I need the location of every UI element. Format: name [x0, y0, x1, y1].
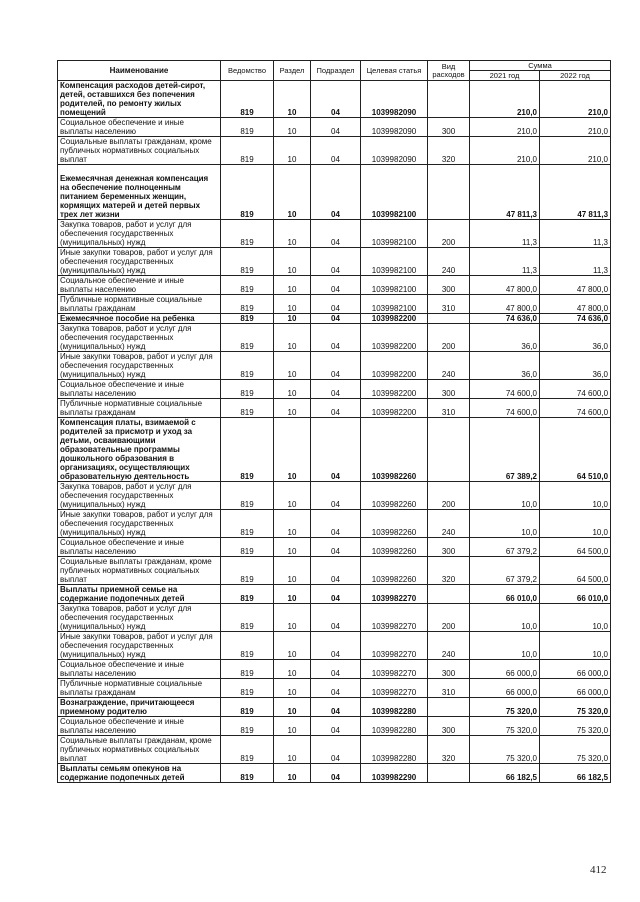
cell-vedomstvo: 819	[221, 324, 274, 352]
table-row	[58, 736, 611, 764]
cell-target-article: 1039982200	[361, 352, 428, 380]
cell-sum-2021: 210,0	[470, 137, 540, 165]
cell-razdel: 10	[274, 276, 311, 295]
cell-vedomstvo: 819	[221, 660, 274, 679]
cell-podrazdel: 04	[311, 295, 361, 314]
cell-podrazdel: 04	[311, 418, 361, 482]
header-target-article: Целевая статья	[361, 61, 428, 81]
table-row	[58, 764, 611, 783]
cell-sum-2022: 64 510,0	[540, 418, 611, 482]
cell-sum-2021: 66 000,0	[470, 679, 540, 698]
cell-sum-2021: 10,0	[470, 510, 540, 538]
cell-podrazdel: 04	[311, 380, 361, 399]
cell-razdel: 10	[274, 764, 311, 783]
cell-podrazdel: 04	[311, 276, 361, 295]
cell-vedomstvo: 819	[221, 604, 274, 632]
cell-razdel: 10	[274, 324, 311, 352]
cell-vedomstvo: 819	[221, 248, 274, 276]
cell-expense-type: 240	[428, 248, 470, 276]
table-row	[58, 118, 611, 137]
cell-sum-2022: 11,3	[540, 220, 611, 248]
cell-name: Иные закупки товаров, работ и услуг для обеспечения государственных (муниципальных) нужд	[58, 632, 221, 660]
header-podrazdel: Подраздел	[311, 61, 361, 81]
cell-vedomstvo: 819	[221, 764, 274, 783]
table-row	[58, 352, 611, 380]
cell-vedomstvo: 819	[221, 352, 274, 380]
table-row	[58, 295, 611, 314]
cell-razdel: 10	[274, 585, 311, 604]
cell-podrazdel: 04	[311, 165, 361, 220]
cell-name: Социальные выплаты гражданам, кроме публичных нормативных социальных выплат	[58, 736, 221, 764]
cell-vedomstvo: 819	[221, 538, 274, 557]
cell-podrazdel: 04	[311, 538, 361, 557]
cell-sum-2022: 64 500,0	[540, 538, 611, 557]
cell-expense-type: 240	[428, 352, 470, 380]
cell-target-article: 1039982270	[361, 660, 428, 679]
cell-vedomstvo: 819	[221, 314, 274, 324]
cell-podrazdel: 04	[311, 698, 361, 717]
cell-name: Публичные нормативные социальные выплаты гражданам	[58, 679, 221, 698]
cell-sum-2021: 74 600,0	[470, 399, 540, 418]
cell-sum-2021: 75 320,0	[470, 698, 540, 717]
cell-podrazdel: 04	[311, 632, 361, 660]
cell-name: Публичные нормативные социальные выплаты гражданам	[58, 399, 221, 418]
cell-expense-type	[428, 81, 470, 118]
cell-expense-type: 200	[428, 482, 470, 510]
table-row	[58, 418, 611, 482]
cell-target-article: 1039982280	[361, 698, 428, 717]
cell-razdel: 10	[274, 679, 311, 698]
cell-sum-2021: 75 320,0	[470, 736, 540, 764]
table-row	[58, 276, 611, 295]
cell-razdel: 10	[274, 137, 311, 165]
cell-target-article: 1039982100	[361, 165, 428, 220]
table-row	[58, 510, 611, 538]
table-row	[58, 165, 611, 220]
cell-expense-type: 300	[428, 276, 470, 295]
cell-razdel: 10	[274, 510, 311, 538]
budget-table-page	[57, 60, 610, 783]
cell-sum-2021: 67 379,2	[470, 538, 540, 557]
cell-sum-2022: 47 811,3	[540, 165, 611, 220]
cell-razdel: 10	[274, 660, 311, 679]
cell-podrazdel: 04	[311, 736, 361, 764]
cell-razdel: 10	[274, 380, 311, 399]
cell-name: Социальное обеспечение и иные выплаты населению	[58, 380, 221, 399]
cell-sum-2021: 75 320,0	[470, 717, 540, 736]
cell-vedomstvo: 819	[221, 220, 274, 248]
header-razdel: Раздел	[274, 61, 311, 81]
cell-vedomstvo: 819	[221, 632, 274, 660]
cell-razdel: 10	[274, 248, 311, 276]
cell-target-article: 1039982100	[361, 220, 428, 248]
table-row	[58, 604, 611, 632]
cell-sum-2022: 74 636,0	[540, 314, 611, 324]
cell-podrazdel: 04	[311, 557, 361, 585]
cell-vedomstvo: 819	[221, 399, 274, 418]
cell-vedomstvo: 819	[221, 418, 274, 482]
cell-target-article: 1039982090	[361, 137, 428, 165]
cell-target-article: 1039982200	[361, 314, 428, 324]
cell-name: Социальное обеспечение и иные выплаты населению	[58, 276, 221, 295]
cell-expense-type	[428, 418, 470, 482]
cell-podrazdel: 04	[311, 220, 361, 248]
cell-target-article: 1039982200	[361, 399, 428, 418]
cell-razdel: 10	[274, 352, 311, 380]
cell-name: Публичные нормативные социальные выплаты гражданам	[58, 295, 221, 314]
cell-expense-type: 200	[428, 604, 470, 632]
cell-expense-type: 300	[428, 538, 470, 557]
cell-podrazdel: 04	[311, 679, 361, 698]
cell-expense-type	[428, 585, 470, 604]
page-number: 412	[590, 864, 607, 876]
cell-target-article: 1039982290	[361, 764, 428, 783]
table-header	[58, 61, 611, 81]
cell-podrazdel: 04	[311, 660, 361, 679]
cell-sum-2022: 74 600,0	[540, 380, 611, 399]
cell-sum-2022: 10,0	[540, 604, 611, 632]
cell-sum-2022: 36,0	[540, 352, 611, 380]
table-row	[58, 324, 611, 352]
header-year-2022: 2022 год	[540, 71, 611, 81]
cell-name: Компенсация расходов детей-сирот, детей, оставшихся без попечения родителей, по ремонту жилых помещений	[58, 81, 221, 118]
cell-sum-2021: 74 600,0	[470, 380, 540, 399]
cell-podrazdel: 04	[311, 324, 361, 352]
cell-sum-2022: 47 800,0	[540, 295, 611, 314]
cell-razdel: 10	[274, 698, 311, 717]
cell-name: Закупка товаров, работ и услуг для обеспечения государственных (муниципальных) нужд	[58, 324, 221, 352]
cell-name: Иные закупки товаров, работ и услуг для обеспечения государственных (муниципальных) нужд	[58, 352, 221, 380]
cell-vedomstvo: 819	[221, 276, 274, 295]
cell-name: Закупка товаров, работ и услуг для обеспечения государственных (муниципальных) нужд	[58, 220, 221, 248]
table-row	[58, 538, 611, 557]
cell-sum-2022: 75 320,0	[540, 736, 611, 764]
cell-name: Закупка товаров, работ и услуг для обеспечения государственных (муниципальных) нужд	[58, 482, 221, 510]
cell-sum-2021: 11,3	[470, 220, 540, 248]
cell-expense-type: 300	[428, 118, 470, 137]
cell-sum-2022: 74 600,0	[540, 399, 611, 418]
cell-name: Выплаты приемной семье на содержание подопечных детей	[58, 585, 221, 604]
cell-sum-2021: 66 182,5	[470, 764, 540, 783]
cell-razdel: 10	[274, 717, 311, 736]
cell-podrazdel: 04	[311, 510, 361, 538]
cell-sum-2021: 66 010,0	[470, 585, 540, 604]
cell-vedomstvo: 819	[221, 165, 274, 220]
cell-sum-2022: 66 010,0	[540, 585, 611, 604]
cell-name: Ежемесячная денежная компенсация на обеспечение полноценным питанием беременных женщин, кормящих матерей и детей первых трех лет жизни	[58, 165, 221, 220]
cell-razdel: 10	[274, 399, 311, 418]
cell-name: Иные закупки товаров, работ и услуг для обеспечения государственных (муниципальных) нужд	[58, 510, 221, 538]
cell-expense-type: 200	[428, 324, 470, 352]
table-body	[58, 81, 611, 783]
cell-target-article: 1039982270	[361, 585, 428, 604]
cell-podrazdel: 04	[311, 248, 361, 276]
cell-target-article: 1039982260	[361, 538, 428, 557]
cell-sum-2021: 210,0	[470, 118, 540, 137]
cell-target-article: 1039982260	[361, 482, 428, 510]
cell-sum-2021: 11,3	[470, 248, 540, 276]
cell-razdel: 10	[274, 314, 311, 324]
table-row	[58, 585, 611, 604]
cell-sum-2021: 47 800,0	[470, 276, 540, 295]
cell-podrazdel: 04	[311, 118, 361, 137]
cell-name: Социальное обеспечение и иные выплаты населению	[58, 717, 221, 736]
cell-sum-2021: 10,0	[470, 632, 540, 660]
cell-expense-type	[428, 764, 470, 783]
cell-sum-2022: 64 500,0	[540, 557, 611, 585]
table-row	[58, 632, 611, 660]
cell-name: Социальные выплаты гражданам, кроме публичных нормативных социальных выплат	[58, 557, 221, 585]
cell-expense-type	[428, 314, 470, 324]
cell-name: Выплаты семьям опекунов на содержание подопечных детей	[58, 764, 221, 783]
cell-sum-2022: 210,0	[540, 137, 611, 165]
cell-target-article: 1039982090	[361, 118, 428, 137]
cell-expense-type: 240	[428, 510, 470, 538]
cell-podrazdel: 04	[311, 399, 361, 418]
cell-expense-type: 310	[428, 295, 470, 314]
cell-target-article: 1039982270	[361, 632, 428, 660]
table-row	[58, 399, 611, 418]
cell-target-article: 1039982260	[361, 418, 428, 482]
cell-razdel: 10	[274, 295, 311, 314]
cell-sum-2022: 10,0	[540, 482, 611, 510]
cell-name: Социальное обеспечение и иные выплаты населению	[58, 660, 221, 679]
cell-sum-2022: 66 000,0	[540, 660, 611, 679]
cell-sum-2022: 75 320,0	[540, 698, 611, 717]
table-row	[58, 220, 611, 248]
cell-name: Ежемесячное пособие на ребенка	[58, 314, 221, 324]
cell-name: Вознаграждение, причитающееся приемному родителю	[58, 698, 221, 717]
cell-sum-2021: 66 000,0	[470, 660, 540, 679]
cell-sum-2021: 47 800,0	[470, 295, 540, 314]
cell-podrazdel: 04	[311, 482, 361, 510]
cell-sum-2022: 66 000,0	[540, 679, 611, 698]
cell-podrazdel: 04	[311, 717, 361, 736]
table-row	[58, 81, 611, 118]
cell-sum-2021: 67 379,2	[470, 557, 540, 585]
cell-expense-type: 200	[428, 220, 470, 248]
cell-sum-2021: 10,0	[470, 482, 540, 510]
cell-expense-type: 320	[428, 557, 470, 585]
cell-podrazdel: 04	[311, 352, 361, 380]
cell-razdel: 10	[274, 557, 311, 585]
table-row	[58, 557, 611, 585]
header-year-2021: 2021 год	[470, 71, 540, 81]
cell-podrazdel: 04	[311, 81, 361, 118]
cell-razdel: 10	[274, 632, 311, 660]
cell-expense-type	[428, 165, 470, 220]
cell-razdel: 10	[274, 220, 311, 248]
cell-razdel: 10	[274, 118, 311, 137]
cell-razdel: 10	[274, 81, 311, 118]
cell-target-article: 1039982270	[361, 679, 428, 698]
table-row	[58, 314, 611, 324]
cell-razdel: 10	[274, 165, 311, 220]
header-expense-type: Вид расходов	[428, 61, 470, 81]
cell-sum-2021: 10,0	[470, 604, 540, 632]
cell-podrazdel: 04	[311, 604, 361, 632]
cell-sum-2022: 10,0	[540, 510, 611, 538]
cell-name: Социальные выплаты гражданам, кроме публичных нормативных социальных выплат	[58, 137, 221, 165]
header-name: Наименование	[58, 61, 221, 81]
cell-razdel: 10	[274, 604, 311, 632]
cell-razdel: 10	[274, 736, 311, 764]
cell-expense-type	[428, 698, 470, 717]
cell-vedomstvo: 819	[221, 557, 274, 585]
cell-sum-2021: 36,0	[470, 324, 540, 352]
cell-target-article: 1039982200	[361, 380, 428, 399]
cell-vedomstvo: 819	[221, 482, 274, 510]
cell-target-article: 1039982280	[361, 736, 428, 764]
table-row	[58, 482, 611, 510]
budget-table	[57, 60, 611, 783]
cell-vedomstvo: 819	[221, 585, 274, 604]
header-vedomstvo: Ведомство	[221, 61, 274, 81]
cell-target-article: 1039982260	[361, 510, 428, 538]
cell-target-article: 1039982270	[361, 604, 428, 632]
cell-name: Социальное обеспечение и иные выплаты населению	[58, 118, 221, 137]
cell-vedomstvo: 819	[221, 698, 274, 717]
cell-target-article: 1039982200	[361, 324, 428, 352]
cell-podrazdel: 04	[311, 585, 361, 604]
cell-sum-2022: 47 800,0	[540, 276, 611, 295]
cell-sum-2022: 210,0	[540, 81, 611, 118]
cell-vedomstvo: 819	[221, 81, 274, 118]
cell-target-article: 1039982090	[361, 81, 428, 118]
cell-sum-2022: 36,0	[540, 324, 611, 352]
cell-sum-2021: 47 811,3	[470, 165, 540, 220]
cell-sum-2022: 210,0	[540, 118, 611, 137]
cell-vedomstvo: 819	[221, 736, 274, 764]
cell-sum-2022: 66 182,5	[540, 764, 611, 783]
cell-expense-type: 320	[428, 137, 470, 165]
cell-sum-2021: 74 636,0	[470, 314, 540, 324]
cell-expense-type: 300	[428, 717, 470, 736]
table-row	[58, 137, 611, 165]
cell-expense-type: 310	[428, 399, 470, 418]
cell-vedomstvo: 819	[221, 295, 274, 314]
cell-vedomstvo: 819	[221, 717, 274, 736]
cell-name: Иные закупки товаров, работ и услуг для обеспечения государственных (муниципальных) нужд	[58, 248, 221, 276]
header-sum: Сумма	[470, 61, 611, 71]
cell-podrazdel: 04	[311, 314, 361, 324]
cell-podrazdel: 04	[311, 764, 361, 783]
cell-expense-type: 300	[428, 380, 470, 399]
cell-podrazdel: 04	[311, 137, 361, 165]
cell-vedomstvo: 819	[221, 510, 274, 538]
cell-sum-2021: 210,0	[470, 81, 540, 118]
cell-target-article: 1039982100	[361, 276, 428, 295]
table-row	[58, 660, 611, 679]
cell-sum-2022: 75 320,0	[540, 717, 611, 736]
cell-sum-2022: 11,3	[540, 248, 611, 276]
cell-vedomstvo: 819	[221, 118, 274, 137]
cell-sum-2021: 36,0	[470, 352, 540, 380]
cell-target-article: 1039982280	[361, 717, 428, 736]
cell-sum-2022: 10,0	[540, 632, 611, 660]
cell-name: Социальное обеспечение и иные выплаты населению	[58, 538, 221, 557]
cell-vedomstvo: 819	[221, 679, 274, 698]
cell-expense-type: 240	[428, 632, 470, 660]
table-row	[58, 698, 611, 717]
cell-name: Закупка товаров, работ и услуг для обеспечения государственных (муниципальных) нужд	[58, 604, 221, 632]
cell-vedomstvo: 819	[221, 380, 274, 399]
cell-expense-type: 310	[428, 679, 470, 698]
cell-target-article: 1039982260	[361, 557, 428, 585]
cell-target-article: 1039982100	[361, 248, 428, 276]
table-row	[58, 380, 611, 399]
cell-sum-2021: 67 389,2	[470, 418, 540, 482]
cell-expense-type: 300	[428, 660, 470, 679]
table-row	[58, 679, 611, 698]
table-row	[58, 717, 611, 736]
cell-razdel: 10	[274, 482, 311, 510]
cell-expense-type: 320	[428, 736, 470, 764]
table-row	[58, 248, 611, 276]
cell-vedomstvo: 819	[221, 137, 274, 165]
cell-target-article: 1039982100	[361, 295, 428, 314]
cell-razdel: 10	[274, 538, 311, 557]
cell-razdel: 10	[274, 418, 311, 482]
cell-name: Компенсация платы, взимаемой с родителей за присмотр и уход за детьми, осваивающими образовательные программы дошкольного образования в организациях, осуществляющих образовательную деятельность	[58, 418, 221, 482]
